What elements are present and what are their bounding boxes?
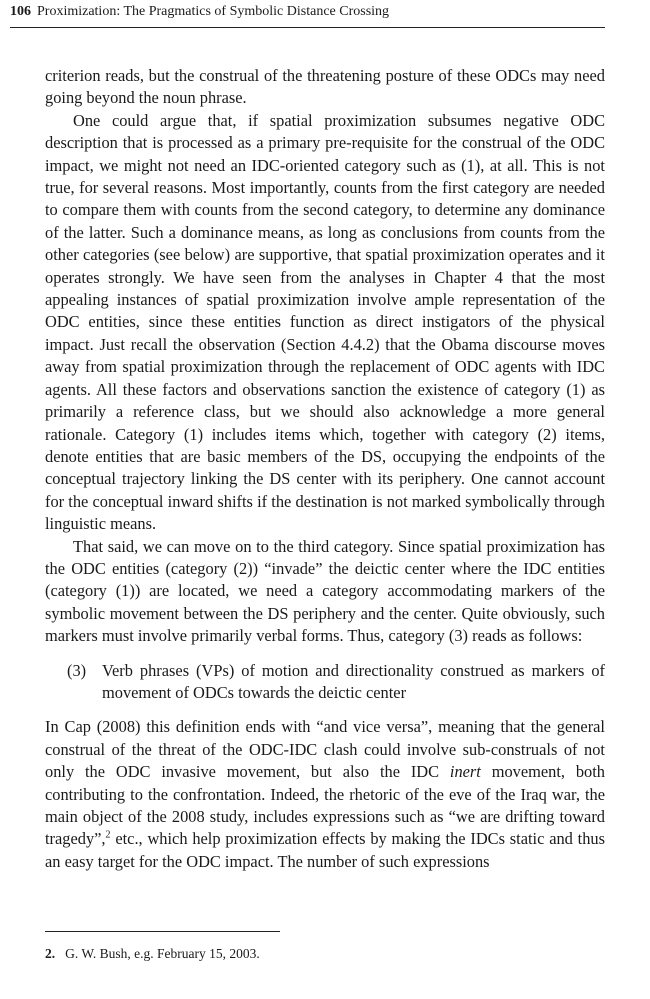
paragraph-4-italic: inert: [449, 762, 481, 782]
footnote-rule: [45, 931, 280, 932]
paragraph-4-part2: movement, both contributing to the confrontation. Indeed, the rhetoric of the eve of the Iraq war, the main object of the 2008 study, includes expressions such as “we are drifting toward tragedy”,: [45, 762, 605, 849]
paragraph-4-part3: etc., which help proximization effects by making the IDCs static and thus an easy target for the ODC impact. The number of such expressions: [45, 829, 605, 871]
main-text: [45, 65, 605, 873]
running-header: [10, 3, 605, 21]
paragraph-4-part1: In Cap (2008) this definition ends with “and vice versa”, meaning that the general construal of the threat of the ODC-IDC clash could involve sub-construals of not only the ODC invasive movement, but also the IDC: [45, 717, 605, 782]
header-rule: [10, 27, 605, 28]
example-number: (3): [67, 660, 87, 680]
footnote-number: 2.: [45, 946, 56, 961]
paragraph-1: criterion reads, but the construal of the threatening posture of these ODCs may need going beyond the noun phrase.: [45, 66, 605, 108]
paragraph-4: [45, 716, 605, 873]
numbered-example: [67, 660, 605, 705]
footnote: [45, 945, 605, 963]
paragraph-2: One could argue that, if spatial proximization subsumes negative ODC description that is processed as a primary pre-requisite for the construal of the ODC impact, we might not need an IDC-oriented category such as (1), at all. This is not true, for several reasons. Most importantly, counts from the first category are needed to compare them with counts from the second category, to determine any dominance of the latter. Such a dominance means, as long as conclusions from counts from the other categories (see below) are supportive, that spatial proximization operates and it operates strongly. We have seen from the analyses in Chapter 4 that the most appealing instances of spatial proximization involve ample representation of the ODC entities, since these entities function as direct instigators of the physical impact. Just recall the observation (Section 4.4.2) that the Obama discourse moves away from spatial proximization through the replacement of ODC agents with IDC agents. All these factors and observations sanction the existence of category (1) as primarily a reference class, but we should also acknowledge a more general rationale. Category (1) includes items which, together with category (2) items, denote entities that are basic members of the DS, occupying the endpoints of the conceptual trajectory linking the DS center with its periphery. One cannot account for the conceptual inward shifts if the destination is not marked symbolically through linguistic means.: [45, 110, 605, 534]
paragraph-3: That said, we can move on to the third category. Since spatial proximization has the ODC entities (category (2)) “invade” the deictic center where the IDC entities (category (1)) are located, we need a category accommodating markers of the symbolic movement between the DS periphery and the center. Quite obviously, such markers must involve primarily verbal forms. Thus, category (3) reads as follows:: [45, 536, 605, 646]
footnote-reference[interactable]: 2: [105, 829, 111, 841]
example-text: Verb phrases (VPs) of motion and directionality construed as markers of movement of ODCs towards the deictic center: [102, 660, 605, 702]
running-title: Proximization: The Pragmatics of Symbolic Distance Crossing: [37, 4, 390, 19]
page-number: 106: [10, 4, 31, 19]
footnote-text: G. W. Bush, e.g. February 15, 2003.: [65, 946, 260, 961]
